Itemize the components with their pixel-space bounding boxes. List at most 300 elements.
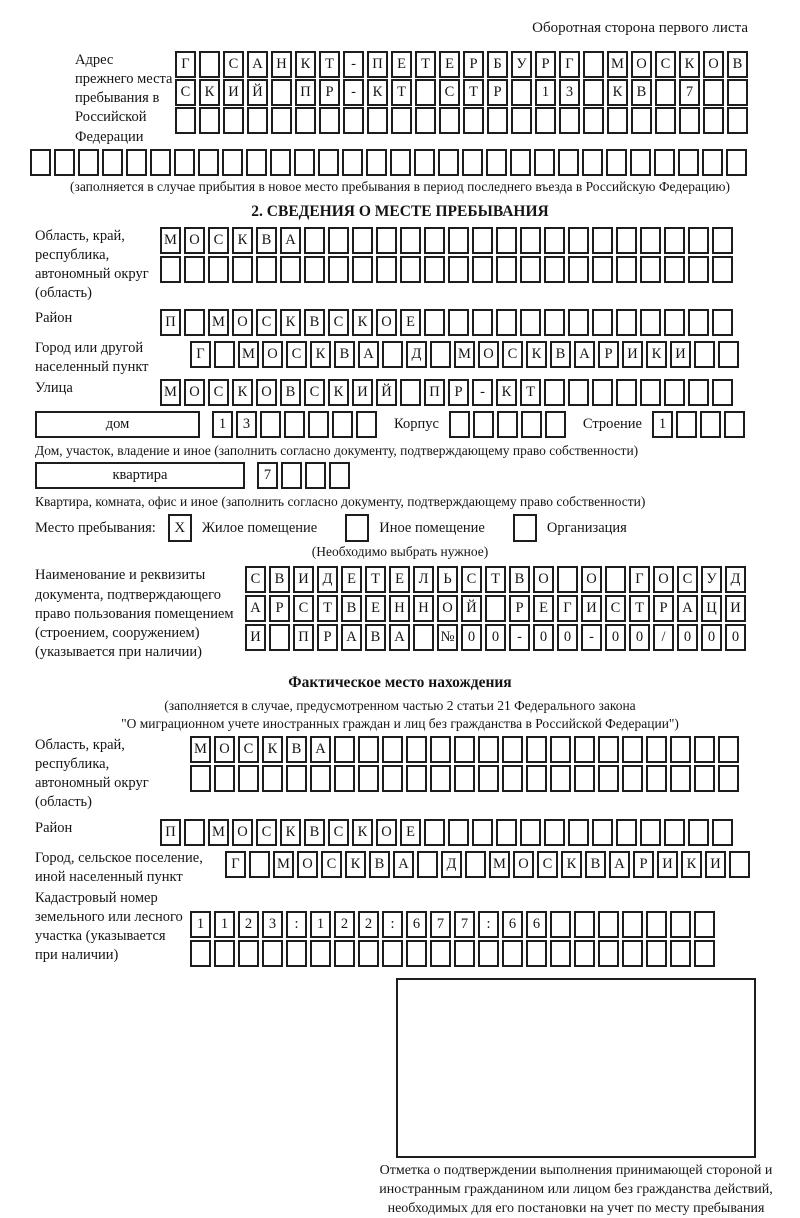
char-cell[interactable]: К: [232, 227, 253, 254]
char-cell[interactable]: Р: [319, 79, 340, 106]
char-cell[interactable]: [521, 411, 542, 438]
char-cell[interactable]: [592, 309, 613, 336]
char-cell[interactable]: 3: [262, 911, 283, 938]
char-cell[interactable]: [544, 256, 565, 283]
char-cell[interactable]: [382, 736, 403, 763]
char-cell[interactable]: И: [352, 379, 373, 406]
char-cell[interactable]: [574, 765, 595, 792]
char-cell[interactable]: [238, 765, 259, 792]
char-cell[interactable]: М: [160, 227, 181, 254]
char-cell[interactable]: [358, 940, 379, 967]
char-cell[interactable]: А: [389, 624, 410, 651]
char-cell[interactable]: [126, 149, 147, 176]
char-cell[interactable]: И: [670, 341, 691, 368]
char-cell[interactable]: [295, 107, 316, 134]
char-cell[interactable]: В: [334, 341, 355, 368]
char-cell[interactable]: К: [295, 51, 316, 78]
char-cell[interactable]: [654, 149, 675, 176]
char-cell[interactable]: 0: [677, 624, 698, 651]
char-cell[interactable]: Р: [487, 79, 508, 106]
char-cell[interactable]: 6: [502, 911, 523, 938]
char-cell[interactable]: [622, 911, 643, 938]
char-cell[interactable]: [160, 256, 181, 283]
char-cell[interactable]: №: [437, 624, 458, 651]
char-cell[interactable]: 1: [190, 911, 211, 938]
char-cell[interactable]: М: [454, 341, 475, 368]
char-cell[interactable]: [413, 624, 434, 651]
char-cell[interactable]: В: [631, 79, 652, 106]
char-cell[interactable]: [592, 379, 613, 406]
char-cell[interactable]: 0: [557, 624, 578, 651]
char-cell[interactable]: [271, 79, 292, 106]
char-cell[interactable]: У: [701, 566, 722, 593]
char-cell[interactable]: П: [295, 79, 316, 106]
char-cell[interactable]: И: [622, 341, 643, 368]
char-cell[interactable]: 6: [406, 911, 427, 938]
char-cell[interactable]: [688, 309, 709, 336]
char-cell[interactable]: [557, 566, 578, 593]
char-cell[interactable]: [592, 256, 613, 283]
char-cell[interactable]: С: [677, 566, 698, 593]
char-cell[interactable]: Р: [633, 851, 654, 878]
char-cell[interactable]: Й: [376, 379, 397, 406]
char-cell[interactable]: [102, 149, 123, 176]
char-cell[interactable]: [646, 736, 667, 763]
char-cell[interactable]: П: [424, 379, 445, 406]
char-cell[interactable]: [199, 51, 220, 78]
char-cell[interactable]: [550, 940, 571, 967]
char-cell[interactable]: К: [646, 341, 667, 368]
char-cell[interactable]: В: [365, 624, 386, 651]
char-cell[interactable]: [718, 736, 739, 763]
char-cell[interactable]: В: [369, 851, 390, 878]
char-cell[interactable]: [30, 149, 51, 176]
char-cell[interactable]: Е: [400, 309, 421, 336]
char-cell[interactable]: В: [727, 51, 748, 78]
char-cell[interactable]: Б: [487, 51, 508, 78]
char-cell[interactable]: Т: [317, 595, 338, 622]
char-cell[interactable]: К: [280, 819, 301, 846]
char-cell[interactable]: [465, 851, 486, 878]
char-cell[interactable]: 2: [334, 911, 355, 938]
char-cell[interactable]: А: [341, 624, 362, 651]
char-cell[interactable]: [454, 940, 475, 967]
char-cell[interactable]: [583, 107, 604, 134]
char-cell[interactable]: Т: [485, 566, 506, 593]
char-cell[interactable]: Е: [391, 51, 412, 78]
char-cell[interactable]: С: [502, 341, 523, 368]
char-cell[interactable]: Т: [319, 51, 340, 78]
char-cell[interactable]: [438, 149, 459, 176]
char-cell[interactable]: [430, 765, 451, 792]
char-cell[interactable]: [485, 595, 506, 622]
char-cell[interactable]: [406, 940, 427, 967]
char-cell[interactable]: Т: [415, 51, 436, 78]
char-cell[interactable]: [294, 149, 315, 176]
char-cell[interactable]: [328, 256, 349, 283]
char-cell[interactable]: С: [655, 51, 676, 78]
char-cell[interactable]: С: [461, 566, 482, 593]
char-cell[interactable]: [319, 107, 340, 134]
char-cell[interactable]: 1: [535, 79, 556, 106]
char-cell[interactable]: :: [286, 911, 307, 938]
char-cell[interactable]: [472, 227, 493, 254]
char-cell[interactable]: [478, 765, 499, 792]
char-cell[interactable]: [496, 227, 517, 254]
char-cell[interactable]: Р: [463, 51, 484, 78]
char-cell[interactable]: [472, 309, 493, 336]
char-cell[interactable]: -: [472, 379, 493, 406]
char-cell[interactable]: [703, 79, 724, 106]
char-cell[interactable]: К: [262, 736, 283, 763]
char-cell[interactable]: [487, 107, 508, 134]
char-cell[interactable]: Р: [448, 379, 469, 406]
char-cell[interactable]: [284, 411, 305, 438]
char-cell[interactable]: О: [256, 379, 277, 406]
char-cell[interactable]: Е: [439, 51, 460, 78]
char-cell[interactable]: [367, 107, 388, 134]
char-cell[interactable]: Е: [400, 819, 421, 846]
char-cell[interactable]: Й: [461, 595, 482, 622]
char-cell[interactable]: [640, 256, 661, 283]
char-cell[interactable]: [582, 149, 603, 176]
char-cell[interactable]: [366, 149, 387, 176]
char-cell[interactable]: И: [581, 595, 602, 622]
char-cell[interactable]: Й: [247, 79, 268, 106]
char-cell[interactable]: К: [232, 379, 253, 406]
char-cell[interactable]: [664, 309, 685, 336]
char-cell[interactable]: [318, 149, 339, 176]
char-cell[interactable]: [502, 940, 523, 967]
char-cell[interactable]: Р: [535, 51, 556, 78]
char-cell[interactable]: 1: [310, 911, 331, 938]
char-cell[interactable]: [679, 107, 700, 134]
char-cell[interactable]: К: [310, 341, 331, 368]
char-cell[interactable]: Р: [269, 595, 290, 622]
char-cell[interactable]: Р: [598, 341, 619, 368]
char-cell[interactable]: [583, 51, 604, 78]
char-cell[interactable]: Н: [271, 51, 292, 78]
char-cell[interactable]: В: [286, 736, 307, 763]
char-cell[interactable]: [390, 149, 411, 176]
char-cell[interactable]: [511, 79, 532, 106]
char-cell[interactable]: [190, 940, 211, 967]
char-cell[interactable]: М: [273, 851, 294, 878]
char-cell[interactable]: О: [533, 566, 554, 593]
char-cell[interactable]: [332, 411, 353, 438]
char-cell[interactable]: [670, 736, 691, 763]
char-cell[interactable]: К: [328, 379, 349, 406]
char-cell[interactable]: С: [208, 227, 229, 254]
char-cell[interactable]: [622, 736, 643, 763]
char-cell[interactable]: О: [232, 309, 253, 336]
char-cell[interactable]: [511, 107, 532, 134]
checkbox-organization[interactable]: [513, 514, 537, 542]
char-cell[interactable]: [334, 940, 355, 967]
char-cell[interactable]: Г: [559, 51, 580, 78]
char-cell[interactable]: [214, 765, 235, 792]
char-cell[interactable]: [454, 736, 475, 763]
char-cell[interactable]: Ь: [437, 566, 458, 593]
char-cell[interactable]: Е: [533, 595, 554, 622]
char-cell[interactable]: П: [160, 309, 181, 336]
char-cell[interactable]: [78, 149, 99, 176]
char-cell[interactable]: [568, 256, 589, 283]
char-cell[interactable]: [694, 736, 715, 763]
char-cell[interactable]: Г: [225, 851, 246, 878]
char-cell[interactable]: О: [478, 341, 499, 368]
char-cell[interactable]: Л: [413, 566, 434, 593]
char-cell[interactable]: А: [358, 341, 379, 368]
char-cell[interactable]: [640, 819, 661, 846]
char-cell[interactable]: А: [310, 736, 331, 763]
char-cell[interactable]: [376, 227, 397, 254]
char-cell[interactable]: [726, 149, 747, 176]
char-cell[interactable]: [424, 309, 445, 336]
char-cell[interactable]: [712, 256, 733, 283]
char-cell[interactable]: 2: [238, 911, 259, 938]
char-cell[interactable]: [664, 819, 685, 846]
char-cell[interactable]: С: [286, 341, 307, 368]
char-cell[interactable]: Р: [317, 624, 338, 651]
char-cell[interactable]: М: [607, 51, 628, 78]
char-cell[interactable]: [496, 819, 517, 846]
char-cell[interactable]: К: [367, 79, 388, 106]
char-cell[interactable]: [670, 765, 691, 792]
char-cell[interactable]: 1: [212, 411, 233, 438]
char-cell[interactable]: О: [376, 819, 397, 846]
char-cell[interactable]: Д: [441, 851, 462, 878]
char-cell[interactable]: О: [214, 736, 235, 763]
char-cell[interactable]: [703, 107, 724, 134]
char-cell[interactable]: [286, 940, 307, 967]
char-cell[interactable]: Р: [509, 595, 530, 622]
char-cell[interactable]: М: [208, 309, 229, 336]
char-cell[interactable]: Д: [725, 566, 746, 593]
char-cell[interactable]: [175, 107, 196, 134]
char-cell[interactable]: [502, 736, 523, 763]
char-cell[interactable]: В: [585, 851, 606, 878]
char-cell[interactable]: [286, 765, 307, 792]
char-cell[interactable]: [270, 149, 291, 176]
char-cell[interactable]: [670, 940, 691, 967]
char-cell[interactable]: [526, 940, 547, 967]
char-cell[interactable]: [712, 309, 733, 336]
char-cell[interactable]: [222, 149, 243, 176]
char-cell[interactable]: [558, 149, 579, 176]
char-cell[interactable]: О: [376, 309, 397, 336]
char-cell[interactable]: С: [439, 79, 460, 106]
char-cell[interactable]: 7: [679, 79, 700, 106]
char-cell[interactable]: Н: [389, 595, 410, 622]
char-cell[interactable]: [424, 256, 445, 283]
char-cell[interactable]: [184, 819, 205, 846]
char-cell[interactable]: Т: [520, 379, 541, 406]
char-cell[interactable]: [430, 341, 451, 368]
char-cell[interactable]: Т: [365, 566, 386, 593]
char-cell[interactable]: [449, 411, 470, 438]
char-cell[interactable]: С: [238, 736, 259, 763]
char-cell[interactable]: [550, 765, 571, 792]
char-cell[interactable]: [655, 107, 676, 134]
char-cell[interactable]: [670, 911, 691, 938]
char-cell[interactable]: 7: [454, 911, 475, 938]
char-cell[interactable]: [718, 341, 739, 368]
char-cell[interactable]: [598, 765, 619, 792]
char-cell[interactable]: [727, 79, 748, 106]
char-cell[interactable]: В: [304, 309, 325, 336]
char-cell[interactable]: [238, 940, 259, 967]
char-cell[interactable]: [544, 309, 565, 336]
char-cell[interactable]: [414, 149, 435, 176]
char-cell[interactable]: [616, 819, 637, 846]
char-cell[interactable]: К: [526, 341, 547, 368]
char-cell[interactable]: [688, 379, 709, 406]
char-cell[interactable]: [655, 79, 676, 106]
char-cell[interactable]: -: [343, 79, 364, 106]
char-cell[interactable]: [598, 736, 619, 763]
char-cell[interactable]: Г: [190, 341, 211, 368]
char-cell[interactable]: [356, 411, 377, 438]
char-cell[interactable]: [534, 149, 555, 176]
char-cell[interactable]: А: [280, 227, 301, 254]
char-cell[interactable]: [448, 256, 469, 283]
char-cell[interactable]: Т: [463, 79, 484, 106]
char-cell[interactable]: [598, 911, 619, 938]
char-cell[interactable]: [520, 227, 541, 254]
char-cell[interactable]: В: [550, 341, 571, 368]
char-cell[interactable]: [544, 227, 565, 254]
char-cell[interactable]: [607, 107, 628, 134]
char-cell[interactable]: [352, 227, 373, 254]
char-cell[interactable]: [526, 765, 547, 792]
char-cell[interactable]: О: [437, 595, 458, 622]
char-cell[interactable]: Г: [557, 595, 578, 622]
char-cell[interactable]: 3: [236, 411, 257, 438]
char-cell[interactable]: [304, 227, 325, 254]
char-cell[interactable]: [694, 765, 715, 792]
char-cell[interactable]: [448, 309, 469, 336]
char-cell[interactable]: [574, 736, 595, 763]
char-cell[interactable]: Р: [653, 595, 674, 622]
char-cell[interactable]: [616, 309, 637, 336]
char-cell[interactable]: [430, 736, 451, 763]
char-cell[interactable]: [462, 149, 483, 176]
char-cell[interactable]: П: [367, 51, 388, 78]
char-cell[interactable]: [417, 851, 438, 878]
char-cell[interactable]: 0: [605, 624, 626, 651]
char-cell[interactable]: И: [725, 595, 746, 622]
char-cell[interactable]: 0: [485, 624, 506, 651]
char-cell[interactable]: [520, 819, 541, 846]
char-cell[interactable]: -: [509, 624, 530, 651]
char-cell[interactable]: [463, 107, 484, 134]
char-cell[interactable]: [150, 149, 171, 176]
char-cell[interactable]: [400, 256, 421, 283]
char-cell[interactable]: [478, 940, 499, 967]
char-cell[interactable]: [694, 911, 715, 938]
char-cell[interactable]: [676, 411, 697, 438]
char-cell[interactable]: [664, 256, 685, 283]
char-cell[interactable]: [545, 411, 566, 438]
char-cell[interactable]: [616, 379, 637, 406]
char-cell[interactable]: [700, 411, 721, 438]
char-cell[interactable]: П: [293, 624, 314, 651]
char-cell[interactable]: [382, 341, 403, 368]
char-cell[interactable]: В: [280, 379, 301, 406]
char-cell[interactable]: [729, 851, 750, 878]
char-cell[interactable]: Е: [365, 595, 386, 622]
char-cell[interactable]: [391, 107, 412, 134]
char-cell[interactable]: Т: [629, 595, 650, 622]
char-cell[interactable]: [616, 256, 637, 283]
char-cell[interactable]: И: [223, 79, 244, 106]
char-cell[interactable]: [305, 462, 326, 489]
char-cell[interactable]: [415, 107, 436, 134]
char-cell[interactable]: О: [581, 566, 602, 593]
char-cell[interactable]: [712, 819, 733, 846]
char-cell[interactable]: :: [382, 911, 403, 938]
char-cell[interactable]: [424, 819, 445, 846]
char-cell[interactable]: [598, 940, 619, 967]
char-cell[interactable]: [256, 256, 277, 283]
char-cell[interactable]: И: [705, 851, 726, 878]
char-cell[interactable]: С: [321, 851, 342, 878]
char-cell[interactable]: П: [160, 819, 181, 846]
char-cell[interactable]: [400, 379, 421, 406]
char-cell[interactable]: [472, 256, 493, 283]
char-cell[interactable]: [712, 379, 733, 406]
char-cell[interactable]: [342, 149, 363, 176]
char-cell[interactable]: А: [393, 851, 414, 878]
char-cell[interactable]: [472, 819, 493, 846]
char-cell[interactable]: С: [256, 309, 277, 336]
char-cell[interactable]: А: [574, 341, 595, 368]
char-cell[interactable]: [406, 736, 427, 763]
char-cell[interactable]: 0: [461, 624, 482, 651]
char-cell[interactable]: [454, 765, 475, 792]
char-cell[interactable]: [678, 149, 699, 176]
char-cell[interactable]: [473, 411, 494, 438]
char-cell[interactable]: [376, 256, 397, 283]
char-cell[interactable]: [310, 765, 331, 792]
char-cell[interactable]: [382, 940, 403, 967]
checkbox-other-premises[interactable]: [345, 514, 369, 542]
char-cell[interactable]: [664, 227, 685, 254]
char-cell[interactable]: [184, 256, 205, 283]
char-cell[interactable]: [262, 940, 283, 967]
char-cell[interactable]: [520, 309, 541, 336]
char-cell[interactable]: 6: [526, 911, 547, 938]
char-cell[interactable]: [358, 765, 379, 792]
char-cell[interactable]: [646, 911, 667, 938]
char-cell[interactable]: [214, 940, 235, 967]
char-cell[interactable]: [535, 107, 556, 134]
char-cell[interactable]: К: [280, 309, 301, 336]
char-cell[interactable]: [497, 411, 518, 438]
char-cell[interactable]: [190, 765, 211, 792]
char-cell[interactable]: 2: [358, 911, 379, 938]
char-cell[interactable]: Е: [389, 566, 410, 593]
char-cell[interactable]: [583, 79, 604, 106]
char-cell[interactable]: О: [184, 379, 205, 406]
char-cell[interactable]: [606, 149, 627, 176]
char-cell[interactable]: [262, 765, 283, 792]
char-cell[interactable]: [622, 940, 643, 967]
char-cell[interactable]: [688, 256, 709, 283]
char-cell[interactable]: И: [245, 624, 266, 651]
char-cell[interactable]: [334, 765, 355, 792]
